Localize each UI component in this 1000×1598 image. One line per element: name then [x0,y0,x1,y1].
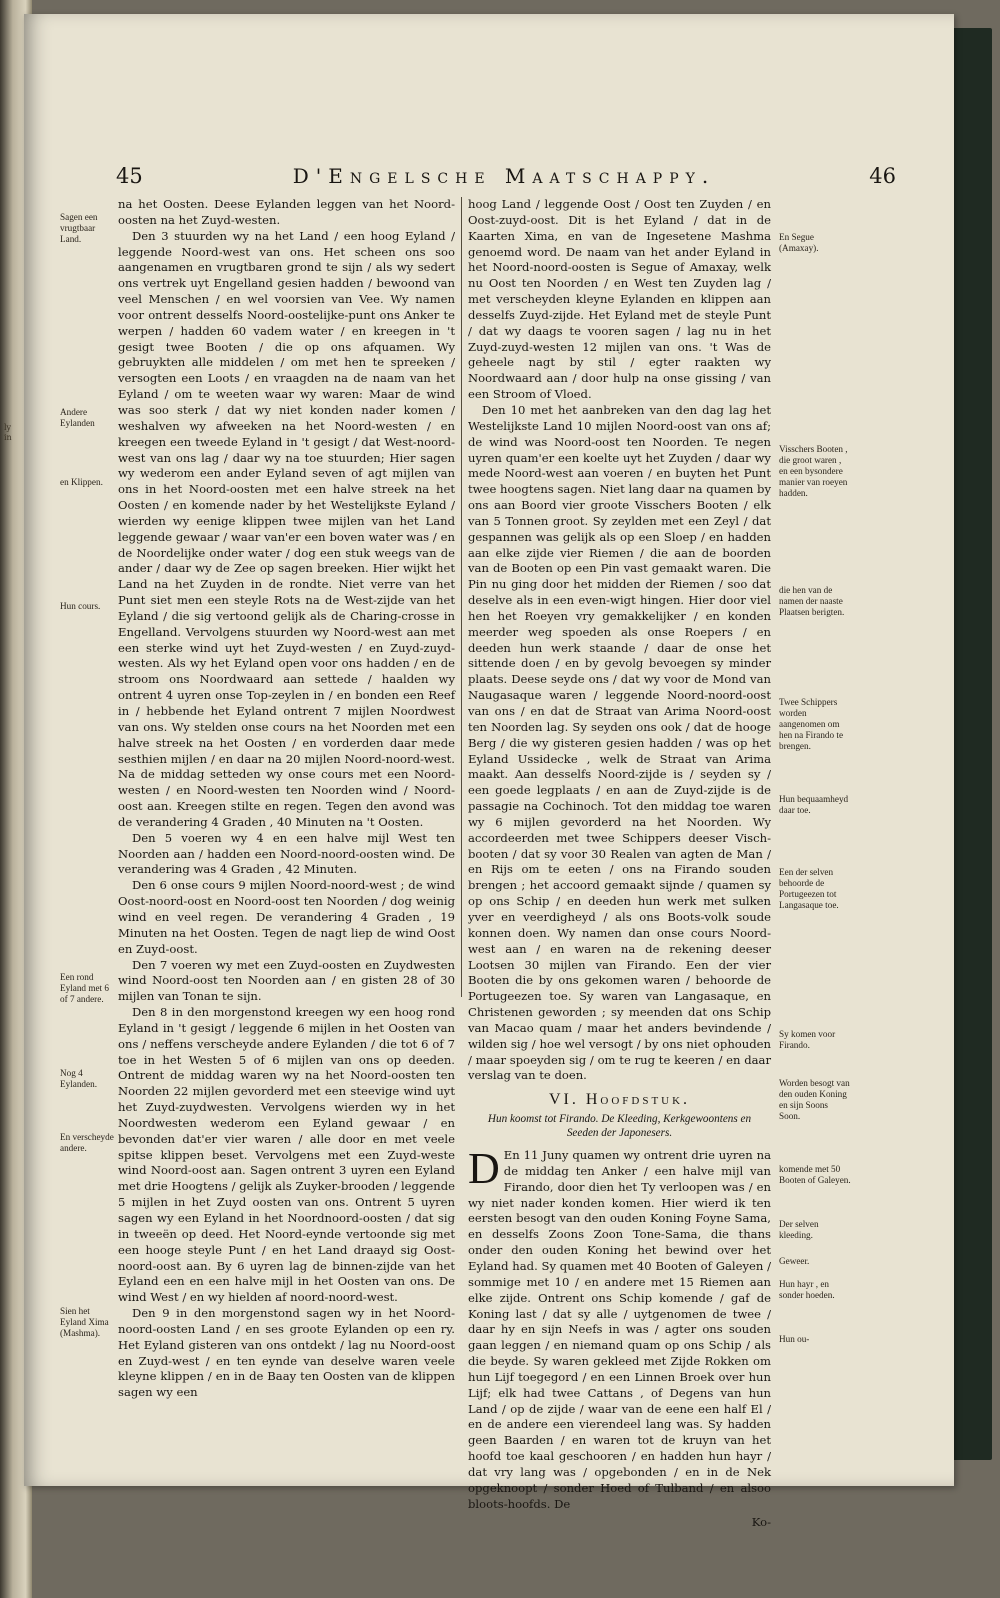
paragraph: Den 6 onse cours 9 mijlen Noord-noord-west ; de wind Oost-noord-oost en Noord-oost ten Noorden / dog weinig wind en veel regen. De verandering 4 Graden , 19 Minuten na het Oosten. Tegen de nagt liep de wind Oost en Zuyd-oost. [118,878,455,956]
margin-note: Nog 4 Eylanden. [60,1068,97,1089]
margin-note: Der selven kleeding. [779,1219,819,1240]
margin-note: Visschers Booten , die groot waren , en een bysondere manier van roeyen hadden. [779,444,848,498]
margin-note: Een rond Eyland met 6 of 7 andere. [60,972,109,1004]
margin-note: En verscheyde andere. [60,1132,114,1153]
margin-note: komende met 50 Booten of Galeyen. [779,1164,851,1185]
paragraph: na het Oosten. Deese Eylanden leggen van het Noord-oosten na het Zuyd-westen. [118,197,455,227]
margin-note: Twee Schippers worden aangenomen om hen na Firando te brengen. [779,697,844,751]
right-text-column [468,197,771,1530]
paragraph: Den 5 voeren wy 4 en een halve mijl West ten Noorden aan / hadden een Noord-noord-oosten wind. De verandering was 4 Graden , 42 Minuten. [118,830,455,877]
margin-note: Worden besogt van den ouden Koning en sijn Soons Soon. [779,1078,850,1121]
margin-note: die hen van de namen der naaste Plaatsen berigten. [779,585,845,617]
margin-note: Hun bequaamheyd daar toe. [779,794,849,815]
prev-page-fragment: ly [4,423,12,432]
margin-note: Een der selven behoorde de Portugeezen tot Langasaque toe. [779,867,839,910]
right-page-number: 46 [869,164,896,188]
margin-note: Andere Eylanden [60,407,95,428]
left-text-column [118,197,455,1401]
paragraph: Den 8 in den morgenstond kreegen wy een hoog rond Eyland in 't gesigt / leggende 6 mijlen in het Oosten van ons / neffens verscheyde andere Eylanden / die tot 6 of 7 toe in het Westen 5 of 6 mijlen van ons op deeden. Ontrent de middag waren wy na het Noord-oosten ten Noorden 22 mijlen gevorderd met een steevige wind uyt het Zuyd-zuydwesten. Vervolgens wierden wy in het Noordwesten wederom een Eyland gewaar / en bevonden dat'er vier waren / alle door en met veele spitse klippen beset. Vervolgens met een Zuyd-weste wind Noord-oost aan. Sagen ontrent 3 uyren een Eyland met drie Hoogtens / gelijk als Zuyker-brooden / leggende 5 mijlen in het Zuyd oosten van ons. Ontrent 5 uyren sagen wy een Eyland in het Noordnoord-oosten / dat sig in tweeën op deed. Het Noord-eynde vertoonde sig met een hooge steyle Punt / en het Land draayd sig Oost-noord-oost aan. By 6 uyren lag de binnen-zijde van het Eyland een en een halve mijl in het Oosten van ons. De wind West / en wy hielden af noord-noord-west. [118,1005,455,1305]
chapter-summary: Hun koomst tot Firando. De Kleeding, Kerkgewoontens en Seeden der Japonesers. [487,1113,752,1140]
margin-note: Hun ou- [779,1334,810,1344]
paragraph: Den 7 voeren wy met een Zuyd-oosten en Zuydwesten wind Noord-oost ten Noorden aan / en gisten 28 of 30 mijlen van Tonan te sijn. [118,957,455,1004]
margin-note: Hun cours. [60,601,101,611]
paragraph: Den 3 stuurden wy na het Land / een hoog Eyland / leggende Noord-west van ons. Het scheen ons soo aangenamen en vrugtbaren grond te sijn / als wy sedert ons vertrek uyt Engelland gesien hadden / bewoond van veel Menschen / en wel voorsien van Vee. Wy namen voor ontrent desselfs Noord-oostelijke-punt ons Anker te werpen / hadden 60 vadem water / en kreegen in 't gesigt twee Booten / die op ons afquamen. Wy gebruykten alle middelen / om met hen te spreeken / versogten een Loots / en vraagden na de naam van het Eyland / om te weeten waar wy waren: Maar de wind was soo sterk / dat wy niet konden nader komen / weshalven wy afweeken na het Noord-westen / en kreegen een tweede Eyland in 't gesigt / dat West-noord-west van ons lag / daar wy na toe stuurden; Hier sagen wy wederom een ander Eyland seven of agt mijlen van ons in het Noord-oosten met een halve streek na het Oosten / en komende nader by het Westelijkste Eyland / wierden wy eenige klippen twee mijlen van het Land leggende gewaar / waar van'er een boven water was / en de Noordelijke onder water / dog een stuk weegs van de ander / daar wy de Zee op sagen breeken. Hier wijkt het Land na het Zuyden in de rondte. Niet verre van het Punt siet men een steyle Rots na de West-zijde van het Eyland / die sig vertoond gelijk als de Charing-crosse in Engelland. Vervolgens stuurden wy Noord-west aan met een sterke wind uyt het Zuyd-westen / en Zuyd-zuyd-westen. Als wy het Eyland open voor ons hadden / en de stroom ons Noordwaard aan settede / haalden wy ontrent 4 uyren onse Top-zeylen in / en bonden een Reef in / hebbende het Eyland ontrent 7 mijlen Noordwest van ons. Wy stelden onse cours na het Noorden met een halve streek na het Oosten / en vorderden daar mede sesthien mijlen / en daar na 20 mijlen Noord-noord-west. Na de middag setteden wy onse cours met een Noord-westen / en Noord-westen ten Noorden wind / Noord-oost aan. Kreegen stilte en regen. Tegen den avond was de verandering 4 Graden , 40 Minuten na 't Oosten. [118,228,455,829]
chapter-heading: VI. Hoofdstuk. [548,1091,691,1109]
chapter-opening-text: En 11 Juny quamen wy ontrent drie uyren na de middag ten Anker / een halve mijl van Firando, door dien het Ty verloopen was / en wy niet nader konden komen. Hier wierd ik ten eersten besogt van den ouden Koning Foyne Sama, en desselfs Zoons Zoon Tone-Sama, die thans onder den ouden Koning het bewind over het Eyland had. Sy quamen met 40 Booten of Galeyen / sommige met 10 / en andere met 15 Riemen aan elke zijde. Ontrent ons Schip komende / gaf de Koning last / dat sy alle / uytgenomen de twee / daar hy en sijn Neefs in was / agter ons souden gaan leggen / en niemand quam op ons Schip / als die beyde. Sy waren gekleed met Zijde Rokken om hun Lijf toegegord / en een Linnen Broek over hun Lijf; elk had twee Cattans , of Degens van hun Land / op de zijde / waar van de eene een half El / en de andere een vierendeel lang was. Sy hadden geen Baarden / en waren tot de kruyn van het hoofd toe kaal geschooren / en hadden hun hayr / dat vry lang was / opgebonden / en in de Nek opgeknoopt / sonder Hoed of Tulband / en alsoo bloots-hoofds. De [468,1148,771,1511]
margin-note: Sy komen voor Firando. [779,1029,836,1050]
margin-note: en Klippen. [60,477,103,487]
book-cover-board [952,28,992,1460]
prev-page-fragment: in [4,433,12,442]
catchword: Ko- [751,1514,771,1529]
running-title: D'Engelsche Maatschappy. [292,164,716,188]
margin-note: En Segue (Amaxay). [779,232,819,253]
column-rule [461,197,462,997]
margin-note: Hun hayr , en sonder hoeden. [779,1279,835,1300]
margin-note: Sien het Eyland Xima (Mashma). [60,1306,109,1338]
margin-note: Geweer. [779,1256,810,1266]
paragraph: Den 10 met het aanbreken van den dag lag het Westelijkste Land 10 mijlen Noord-oost van ons af; de wind was Noord-oost ten Noorden. Te negen uyren quam'er een koelte uyt het Zuyden / daar wy mede Noord-west aan voeren / en buyten het Punt twee hoogtens sagen. Niet lang daar na quamen by ons aan Boord vier groote Visschers Booten / elk van 5 Tonnen groot. Sy zeylden met een Zeyl / dat gespannen was gelijk als op een Sloep / en hadden aan elke zijde vier Riemen / die aan de boorden van de Booten op een Pin vast gemaakt waren. Die Pin nu ging door het midden der Riemen / soo dat deselve als in een even-wigt hingen. Hier door viel hen het Roeyen vry gemakkelijker / en konden meerder weg spoeden als onse Roepers / en deeden hun werk staande / daar de onse het sittende doen / en by gevolg bevoegen sy minder plaats. Deese seyde ons / dat wy voor de Mond van Naugasaque waren / leggende Noord-noord-oost van ons / en dat de Straat van Arima Noord-oost ten Noorden lag. Sy seyden ons ook / dat de hooge Berg / die wy gisteren gesien hadden / was op het Eyland Ussidecke , welk de Straat van Arima maakt. Aan desselfs Noord-zijde is / seyden sy / een goede legplaats / en aan de Zuyd-zijde is de passagie na Cochinoch. Tot den middag toe waren wy 6 mijlen gevorderd na het Noorden. Wy accordeerden met twee Schippers deeser Visch-booten / dat sy voor 30 Realen van agten de Man / en Rijs om te eeten / ons na Firando souden brengen ; het accoord gemaakt sijnde / quamen sy op ons Schip / en deeden hun werk met sulken yver en veerdigheyd / als ons Boots-volk soude konnen doen. Wy namen dan onse cours Noord-west aan / en waren na de rekening deeser Lootsen 30 mijlen van Firando. Een der vier Booten die by ons gekomen waren / behoorde de Portugeezen toe. Sy waren van Langasaque, en Christenen geworden ; sy meenden dat ons Schip van Macao quam / maar het anders bevindende / wilden sig / hoe wel versogt / by ons niet ophouden / maar spoeyden sig / om te rug te keeren / en daar verslag van te doen. [468,402,772,1083]
paragraph: hoog Land / leggende Oost / Oost ten Zuyden / en Oost-zuyd-oost. Dit is het Eyland / dat in de Kaarten Xima, en van de Ingesetene Mashma genoemd word. De naam van het ander Eyland in het Noord-noord-oosten is Segue of Amaxay, welk nu Oost ten Noorden / en West ten Zuyden lag / met verscheyden kleyne Eylanden en klippen aan desselfs Zuyd-zijde. Het Eyland met de steyle Punt / dat wy daags te vooren sagen / lag nu in het Zuyd-zuyd-westen 12 mijlen van ons. 't Was de geheele nagt by stil / egter raakten wy Noordwaard aan / door hulp na onse gissing / van een Stroom of Vloed. [468,197,771,402]
chapter-opening-paragraph [468,1144,771,1512]
left-page-number: 45 [116,164,143,188]
book-page [24,14,954,1529]
margin-note: Sagen een vrugtbaar Land. [60,212,98,244]
running-header [116,164,896,198]
paragraph: Den 9 in den morgenstond sagen wy in het Noord-noord-oosten Land / en ses groote Eylanden op een ry. Het Eyland gisteren van ons ontdekt / lag nu Noord-oost en Zuyd-west / en ten eynde van deselve waren veele kleyne klippen / en in de Baay ten Oosten van de klippen sagen wy een [118,1306,455,1400]
drop-cap: D [468,1144,500,1194]
